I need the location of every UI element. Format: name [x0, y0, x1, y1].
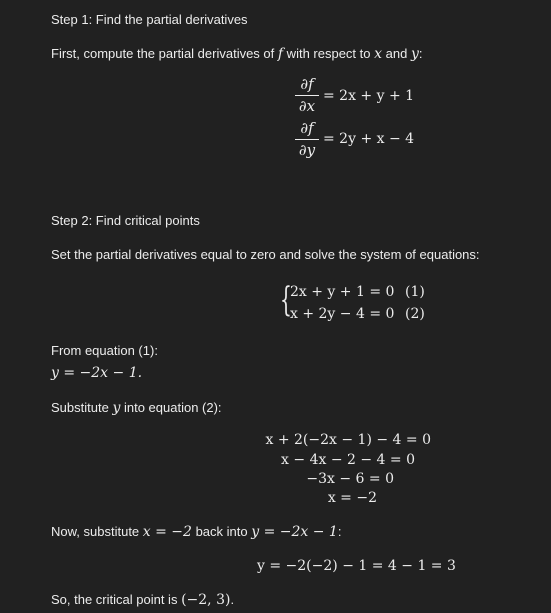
fraction-bar: [295, 139, 319, 140]
substitute-prefix: Substitute: [51, 400, 113, 415]
step1-intro-x: x: [374, 46, 383, 62]
critical-point-prefix: So, the critical point is: [51, 592, 182, 607]
step2-heading: Step 2: Find critical points: [51, 213, 200, 228]
critical-point-value: (−2, 3): [181, 592, 231, 608]
partial-f-y-fraction: [295, 119, 319, 160]
y-expression: y = −2x − 1.: [51, 365, 143, 381]
step1-intro-end: :: [418, 46, 423, 61]
fraction-bar: [295, 95, 319, 96]
fraction-numerator: ∂f: [300, 75, 314, 93]
now-end: :: [337, 524, 342, 539]
now-y-expression: y = −2x − 1: [251, 524, 338, 540]
work-line-3: −3x − 6 = 0: [306, 471, 394, 487]
y-result: y = −2(−2) − 1 = 4 − 1 = 3: [257, 558, 456, 574]
step1-intro-f: f: [277, 46, 284, 62]
fraction-denominator: ∂x: [298, 97, 316, 115]
step1-heading: Step 1: Find the partial derivatives: [51, 12, 248, 27]
partial-f-x-rhs: = 2x + y + 1: [323, 88, 415, 104]
work-line-2: x − 4x − 2 − 4 = 0: [281, 452, 415, 468]
system-eq2-tag: (2): [405, 306, 425, 322]
step1-intro-and: and: [382, 46, 411, 61]
system-eq2: x + 2y − 4 = 0: [290, 306, 395, 322]
fraction-denominator: ∂y: [298, 141, 316, 159]
now-substitute-line: [51, 524, 341, 540]
step1-intro-mid: with respect to: [283, 46, 375, 61]
now-mid: back into: [191, 524, 252, 539]
critical-point-end: .: [230, 592, 235, 607]
step1-intro: [51, 46, 422, 62]
step1-intro-prefix: First, compute the partial derivatives of: [51, 46, 278, 61]
work-line-1: x + 2(−2x − 1) − 4 = 0: [265, 432, 431, 448]
critical-point-line: [51, 592, 234, 608]
substitute-y: y: [112, 400, 121, 416]
system-eq1: 2x + y + 1 = 0: [290, 284, 395, 300]
work-line-4: x = −2: [327, 490, 377, 506]
fraction-numerator: ∂f: [300, 119, 314, 137]
step1-intro-y: y: [410, 46, 419, 62]
system-eq1-tag: (1): [405, 284, 425, 300]
substitute-line: [51, 400, 222, 416]
now-prefix: Now, substitute: [51, 524, 143, 539]
now-x-value: x = −2: [142, 524, 192, 540]
system-brace-icon: {: [280, 280, 292, 320]
from-equation-label: From equation (1):: [51, 343, 158, 358]
substitute-suffix: into equation (2):: [120, 400, 222, 415]
step2-intro: Set the partial derivatives equal to zero and solve the system of equations:: [51, 247, 480, 262]
partial-f-x-fraction: [295, 75, 319, 116]
partial-f-y-rhs: = 2y + x − 4: [323, 131, 415, 147]
